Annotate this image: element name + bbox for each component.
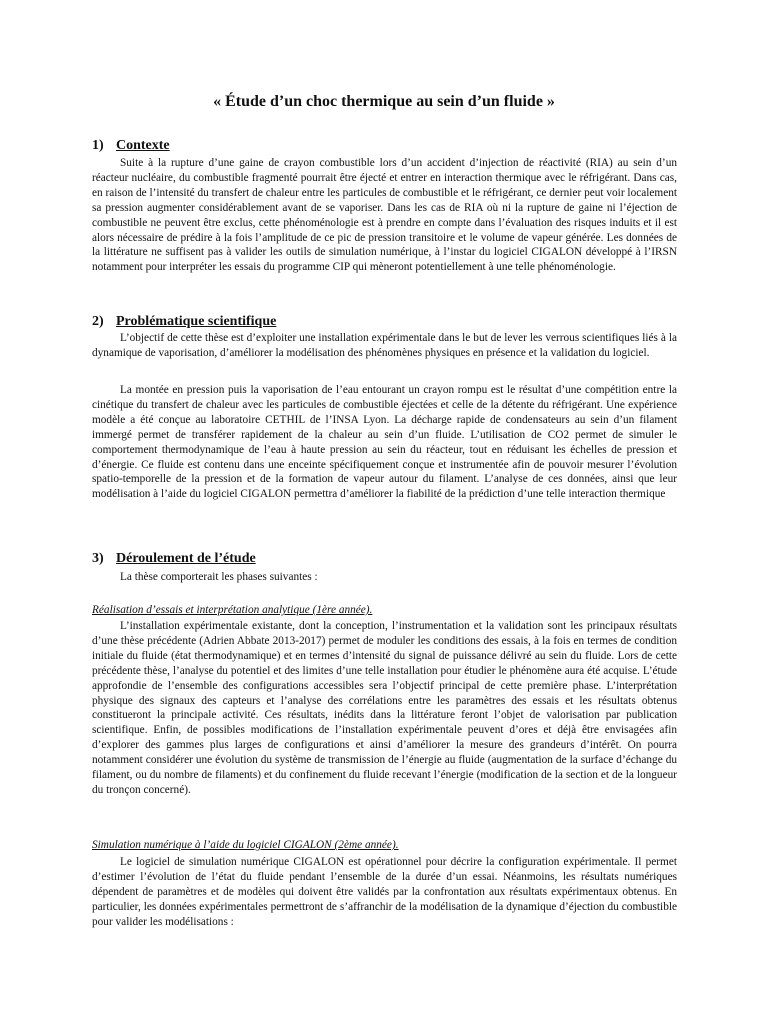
section-number: 2)	[92, 314, 104, 329]
section-heading-contexte	[92, 137, 170, 155]
phases-intro: La thèse comporterait les phases suivantes :	[120, 571, 318, 583]
section-heading-deroulement	[92, 550, 256, 568]
section-title: Contexte	[116, 138, 170, 153]
section-heading-problematique	[92, 313, 276, 331]
phase-title-essais: Réalisation d’essais et interprétation analytique (1ère année).	[92, 604, 373, 616]
paragraph-essais: L’installation expérimentale existante, dont la conception, l’instrumentation et la validation sont les principaux résultats d’une thèse précédente (Adrien Abbate 2013-2017) permet de moduler les conditions des essais, à la fois en termes de condition initiale du fluide (état thermodynamique) et en termes d’intensité du signal de puissance délivré au sein du fluide. Lors de cette précédente thèse, l’analyse du potentiel et des limites d’une telle installation pour étudier le phénomène aura été acquise. L’étude approfondie de l’ensemble des configurations accessibles sera l’objectif principal de cette première phase. L’interprétation physique des signaux des capteurs et l’analyse des corrélations entre les paramètres des essais et les résultats obtenus constitueront la principale activité. Ces résultats, inédits dans la littérature feront l’objet de valorisation par publication scientifique. Enfin, de possibles modifications de l’installation expérimentale peuvent d’ores et déjà être envisagées afin d’explorer des gammes plus larges de configurations et ainsi d’améliorer la mesure des grandeurs d’intérêt. On pourra notamment considérer une évolution du système de transmission de l’énergie au fluide (augmentation de la surface d’échange du filament, ou du nombre de filaments) et du confinement du fluide recevant l’énergie (modification de la section et de la longueur du tronçon concerné).	[92, 620, 677, 796]
section-number: 1)	[92, 138, 104, 153]
section-title: Problématique scientifique	[116, 314, 277, 329]
phase-title-simulation: Simulation numérique à l’aide du logiciel CIGALON (2ème année).	[92, 839, 399, 851]
paragraph-contexte: Suite à la rupture d’une gaine de crayon combustible lors d’un accident d’injection de réactivité (RIA) au sein d’un réacteur nucléaire, du combustible fragmenté pourrait être éjecté et entrer en interaction thermique avec le réfrigérant. Dans cas, en raison de l’intensité du transfert de chaleur entre les particules de combustible et le réfrigérant, ce dernier peut voir localement sa pression augmenter considérablement avant de se vaporiser. Dans les cas de RIA où ni la rupture de gaine ni l’éjection de combustible ne peuvent être exclus, cette phénoménologie est à prendre en compte dans l’évaluation des risques induits et il est alors nécessaire de prédire à la fois l’amplitude de ce pic de pression transitoire et le volume de vapeur générée. Les données de la littérature ne suffisent pas à valider les outils de simulation numérique, à l’instar du logiciel CIGALON développé à l’IRSN notamment pour interpréter les essais du programme CIP qui mèneront potentiellement à une telle phénoménologie.	[92, 157, 677, 274]
paragraph-montee-pression: La montée en pression puis la vaporisation de l’eau entourant un crayon rompu est le résultat d’une compétition entre la cinétique du transfert de chaleur avec les particules de combustible éjectées et celle de la détente du réfrigérant. Une expérience modèle a été conçue au laboratoire CETHIL de l’INSA Lyon. La décharge rapide de condensateurs au sein d’un filament immergé permet de transférer rapidement de la chaleur au sein d’un fluide. L’utilisation de CO2 permet de simuler le comportement thermodynamique de l’eau à haute pression au sein du réacteur, tout en réduisant les échelles de pression et d’énergie. Ce fluide est contenu dans une enceinte spécifiquement conçue et instrumentée afin de pouvoir mesurer l’évolution spatio-temporelle de la pression et de la formation de vapeur autour du filament. L’analyse de ces données, ainsi que leur modélisation à l’aide du logiciel CIGALON permettra d’améliorer la fiabilité de la prédiction d’une telle interaction thermique	[92, 384, 677, 501]
section-number: 3)	[92, 551, 104, 566]
document-title: « Étude d’un choc thermique au sein d’un fluide »	[213, 93, 555, 110]
section-title: Déroulement de l’étude	[116, 551, 256, 566]
paragraph-objectif: L’objectif de cette thèse est d’exploiter une installation expérimentale dans le but de lever les verrous scientifiques liés à la dynamique de vaporisation, d’améliorer la modélisation des phénomènes physiques en présence et la validation du logiciel.	[92, 332, 677, 359]
paragraph-simulation: Le logiciel de simulation numérique CIGALON est opérationnel pour décrire la configuration expérimentale. Il permet d’estimer l’évolution de l’état du fluide pendant l’ensemble de la durée d’un essai. Néanmoins, les résultats numériques dépendent de paramètres et de modèles qui doivent être validés par la confrontation aux résultats expérimentaux obtenus. En particulier, les données expérimentales permettront de s’affranchir de la modélisation de la dynamique d’éjection du combustible pour valider les modélisations :	[92, 856, 677, 928]
